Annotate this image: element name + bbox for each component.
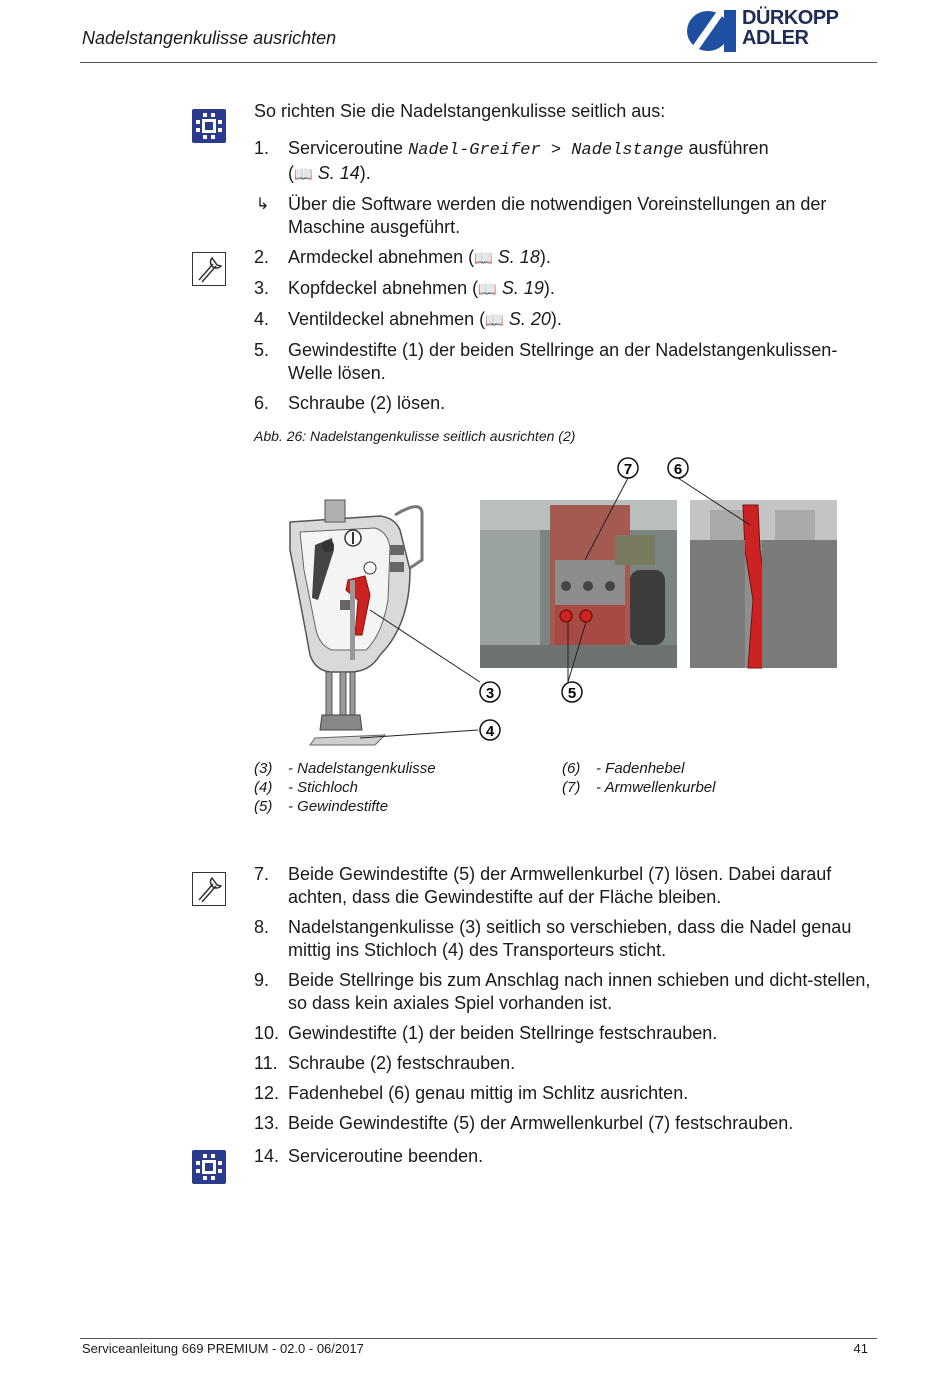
step-number: 8.	[254, 917, 270, 937]
brand-logo	[686, 6, 886, 56]
step-9	[254, 969, 874, 1015]
legend-label: - Stichloch	[288, 779, 359, 796]
step-text: ).	[543, 278, 555, 298]
page-reference-link[interactable]: S. 20	[508, 309, 551, 329]
step-7	[254, 863, 874, 909]
brand-line-2: ADLER	[742, 27, 809, 49]
step-text: Beide Gewindestifte (5) der Armwellenkurbel (7) festschrauben.	[288, 1113, 794, 1133]
step-number: 2.	[254, 247, 270, 267]
step-number: 10.	[254, 1023, 280, 1043]
callout-7	[618, 458, 638, 478]
callout-label: 3	[485, 685, 495, 702]
step-text: Schraube (2) lösen.	[288, 393, 446, 413]
step-number: 1.	[254, 138, 270, 158]
page-reference-link[interactable]: S. 18	[497, 247, 540, 267]
legend-item	[254, 778, 436, 797]
service-routine-name: Nadel-Greifer > Nadelstange	[408, 141, 684, 160]
page-number: 41	[853, 1341, 868, 1356]
step-text: Kopfdeckel abnehmen (	[288, 278, 479, 298]
steps-list-a	[254, 137, 874, 422]
header-divider	[80, 62, 877, 63]
result-text: Über die Software werden die notwendigen Voreinstellungen an der Maschine ausgeführt.	[288, 194, 827, 237]
step-text: ).	[539, 247, 551, 267]
book-icon: 📖	[485, 312, 504, 329]
result-arrow-icon: ↳	[256, 196, 270, 213]
step-number: 3.	[254, 278, 270, 298]
step-text: Beide Stellringe bis zum Anschlag nach innen schieben und dicht-stellen, so dass kein axiales Spiel vorhanden ist.	[288, 970, 871, 1013]
thread-lever-photo	[690, 500, 837, 668]
legend-number: (3)	[254, 760, 273, 777]
legend-number: (5)	[254, 798, 273, 815]
wrench-icon	[192, 872, 226, 906]
figure-legend-left	[254, 759, 436, 816]
step-12	[254, 1082, 874, 1105]
legend-number: (4)	[254, 779, 273, 796]
legend-label: - Nadelstangenkulisse	[288, 760, 436, 777]
step-5	[254, 339, 874, 385]
step-11	[254, 1052, 874, 1075]
figure-caption: Abb. 26: Nadelstangenkulisse seitlich ausrichten (2)	[254, 428, 576, 444]
step-text: Ventildeckel abnehmen (	[288, 309, 486, 329]
wrench-icon	[192, 252, 226, 286]
brand-line-1: DÜRKOPP	[742, 7, 839, 29]
callout-label: 7	[623, 461, 633, 478]
arm-shaft-crank-photo	[480, 500, 677, 668]
step-2	[254, 246, 874, 270]
sewing-head-figure	[270, 450, 850, 750]
brand-logo-icon	[686, 6, 738, 56]
legend-number: (6)	[562, 760, 581, 777]
legend-item	[254, 797, 436, 816]
step-8	[254, 916, 874, 962]
step-text: ausführen	[683, 138, 769, 158]
legend-item	[254, 759, 436, 778]
step-number: 5.	[254, 340, 270, 360]
legend-label: - Armwellenkurbel	[596, 779, 716, 796]
book-icon: 📖	[474, 250, 493, 267]
software-icon	[192, 109, 226, 143]
book-icon: 📖	[294, 166, 313, 183]
book-icon: 📖	[478, 281, 497, 298]
steps-list-b	[254, 863, 874, 1175]
step-number: 14.	[254, 1146, 280, 1166]
callout-label: 4	[485, 723, 495, 740]
step-10	[254, 1022, 874, 1045]
page-reference-link[interactable]: S. 14	[317, 163, 360, 183]
page-header-title: Nadelstangenkulisse ausrichten	[82, 28, 337, 48]
software-icon	[192, 1150, 226, 1184]
figure-legend-right	[562, 759, 715, 797]
legend-item	[562, 778, 715, 797]
brand-name	[742, 8, 839, 48]
step-result	[254, 193, 874, 239]
step-text: Nadelstangenkulisse (3) seitlich so verschieben, dass die Nadel genau mittig ins Stichloch (4) des Transporteurs sticht.	[288, 917, 852, 960]
machine-head-illustration	[290, 500, 422, 745]
footer-divider	[80, 1338, 877, 1339]
step-number: 7.	[254, 864, 270, 884]
step-number: 12.	[254, 1083, 280, 1103]
footer-document-info: Serviceanleitung 669 PREMIUM - 02.0 - 06/2017	[82, 1341, 364, 1356]
legend-label: - Gewindestifte	[288, 798, 389, 815]
callout-3	[480, 682, 500, 702]
step-text: ).	[550, 309, 562, 329]
step-number: 9.	[254, 970, 270, 990]
page-reference-link[interactable]: S. 19	[501, 278, 544, 298]
callout-5	[562, 682, 582, 702]
step-number: 11.	[254, 1053, 278, 1073]
legend-item	[562, 759, 715, 778]
step-6	[254, 392, 874, 415]
step-number: 4.	[254, 309, 270, 329]
intro-text: So richten Sie die Nadelstangenkulisse seitlich aus:	[254, 101, 666, 121]
step-14	[254, 1145, 874, 1168]
step-number: 13.	[254, 1113, 280, 1133]
step-text: Fadenhebel (6) genau mittig im Schlitz ausrichten.	[288, 1083, 689, 1103]
step-text: (	[288, 163, 294, 183]
step-text: Serviceroutine beenden.	[288, 1146, 484, 1166]
callout-label: 6	[673, 461, 683, 478]
step-text: Armdeckel abnehmen (	[288, 247, 475, 267]
step-4	[254, 308, 874, 332]
step-text: Gewindestifte (1) der beiden Stellringe an der Nadelstangenkulissen-Welle lösen.	[288, 340, 838, 383]
callout-6	[668, 458, 688, 478]
legend-label: - Fadenhebel	[596, 760, 685, 777]
callout-label: 5	[567, 685, 577, 702]
step-3	[254, 277, 874, 301]
step-text: Serviceroutine	[288, 138, 409, 158]
step-1	[254, 137, 874, 186]
legend-number: (7)	[562, 779, 581, 796]
step-text: ).	[359, 163, 371, 183]
step-13	[254, 1112, 874, 1135]
step-number: 6.	[254, 393, 270, 413]
step-text: Gewindestifte (1) der beiden Stellringe festschrauben.	[288, 1023, 718, 1043]
step-text: Schraube (2) festschrauben.	[288, 1053, 516, 1073]
callout-4	[480, 720, 500, 740]
step-text: Beide Gewindestifte (5) der Armwellenkurbel (7) lösen. Dabei darauf achten, dass die Gewindestifte auf der Fläche bleiben.	[288, 864, 832, 907]
